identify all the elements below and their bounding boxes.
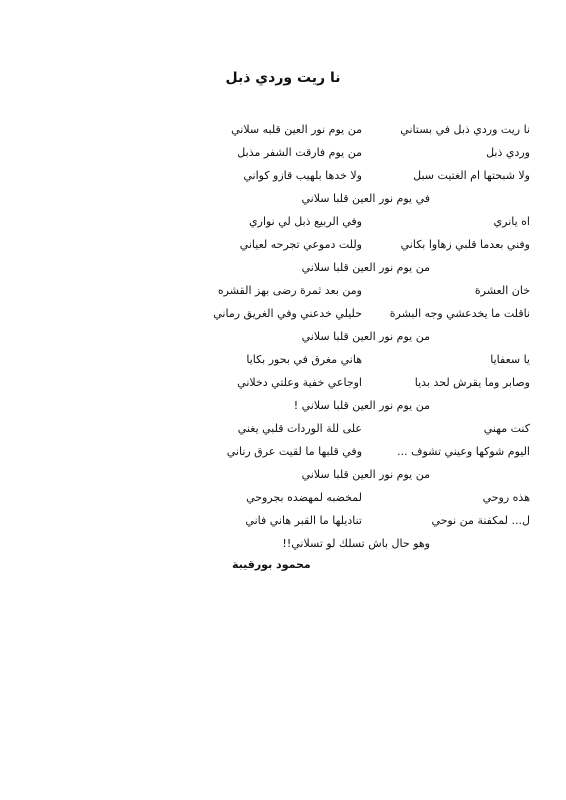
verse-second-hemistich: لمخضبه لمهضده بجروحي bbox=[246, 491, 362, 504]
verse-second-hemistich: من يوم فارقت الشفر مذبل bbox=[237, 146, 362, 159]
verse-first-hemistich: ولا شبحتها ام الغتيت سبل bbox=[413, 169, 530, 182]
poem-refrain-line: من يوم نور العين قلبا سلاني ! bbox=[293, 399, 430, 412]
poem-refrain-line: وهو حال باش تسلك لو تسلاني!! bbox=[282, 537, 430, 550]
verse-first-hemistich: كنت مهني bbox=[483, 422, 530, 435]
poem-verse-line bbox=[210, 233, 530, 256]
poem-refrain-line: من يوم نور العين قلبا سلاني bbox=[301, 261, 430, 274]
poem-verse-line bbox=[210, 348, 530, 371]
poem-verse-line bbox=[210, 440, 530, 463]
poem-verse-line bbox=[210, 486, 530, 509]
verse-first-hemistich: هذه روحي bbox=[482, 491, 530, 504]
poem-refrain-line: من يوم نور العين قلبا سلاني bbox=[301, 330, 430, 343]
poem-verse-line bbox=[210, 509, 530, 532]
poem-verse-line bbox=[210, 417, 530, 440]
poem-body bbox=[210, 118, 530, 555]
poem-verse-line bbox=[210, 118, 530, 141]
verse-second-hemistich: ولا خدها بلهيب قازو كواني bbox=[243, 169, 362, 182]
poem-title: نا ريت وردي ذبل bbox=[225, 70, 341, 86]
verse-second-hemistich: حليلي خدعني وفي الغريق رماني bbox=[213, 307, 362, 320]
verse-second-hemistich: ومن بعد ثمرة رضى بهز القشره bbox=[217, 284, 362, 297]
verse-first-hemistich: ناقلت ما يخدعشي وجه البشرة bbox=[389, 307, 530, 320]
poem-verse-line bbox=[210, 210, 530, 233]
verse-first-hemistich: اليوم شوكها وعيني تشوف ... bbox=[397, 445, 530, 458]
poem-verse-line bbox=[210, 141, 530, 164]
verse-first-hemistich: وصابر وما يقرش لحد بديا bbox=[414, 376, 530, 389]
verse-second-hemistich: وفي قلبها ما لقيت عرق رناني bbox=[226, 445, 362, 458]
verse-second-hemistich: اوجاعي خفية وعلتي دخلاني bbox=[237, 376, 362, 389]
verse-second-hemistich: من يوم نور العين قلبه سلاني bbox=[231, 123, 362, 136]
poem-verse-line bbox=[210, 302, 530, 325]
poem-verse-line bbox=[210, 371, 530, 394]
verse-first-hemistich: خان العشرة bbox=[474, 284, 530, 297]
poem-refrain-line: من يوم نور العين قلبا سلاني bbox=[301, 468, 430, 481]
verse-first-hemistich: وردي ذبل bbox=[486, 146, 530, 159]
verse-second-hemistich: على للة الوردات قلبي يغني bbox=[237, 422, 362, 435]
poem-verse-line bbox=[210, 279, 530, 302]
author-signature: محمود بورقيبة bbox=[232, 558, 311, 571]
verse-second-hemistich: هاني مغرق في بحور بكايا bbox=[246, 353, 362, 366]
poem-refrain-line: في يوم نور العين قلبا سلاني bbox=[301, 192, 430, 205]
verse-second-hemistich: وفي الربيع ذبل لي نواري bbox=[249, 215, 362, 228]
verse-first-hemistich: نا ريت وردي ذبل في بستاني bbox=[400, 123, 530, 136]
verse-second-hemistich: وللت دموعي تجرحه لعياني bbox=[239, 238, 362, 251]
verse-first-hemistich: يا سعفايا bbox=[490, 353, 530, 366]
poem-verse-line bbox=[210, 164, 530, 187]
verse-first-hemistich: اه يانري bbox=[493, 215, 530, 228]
verse-second-hemistich: تناديلها ما القبر هاني فاني bbox=[245, 514, 362, 527]
verse-first-hemistich: وفني بعدما قلبي زهاوا بكاني bbox=[400, 238, 530, 251]
verse-first-hemistich: ل... لمكفنة من نوحي bbox=[431, 514, 530, 527]
